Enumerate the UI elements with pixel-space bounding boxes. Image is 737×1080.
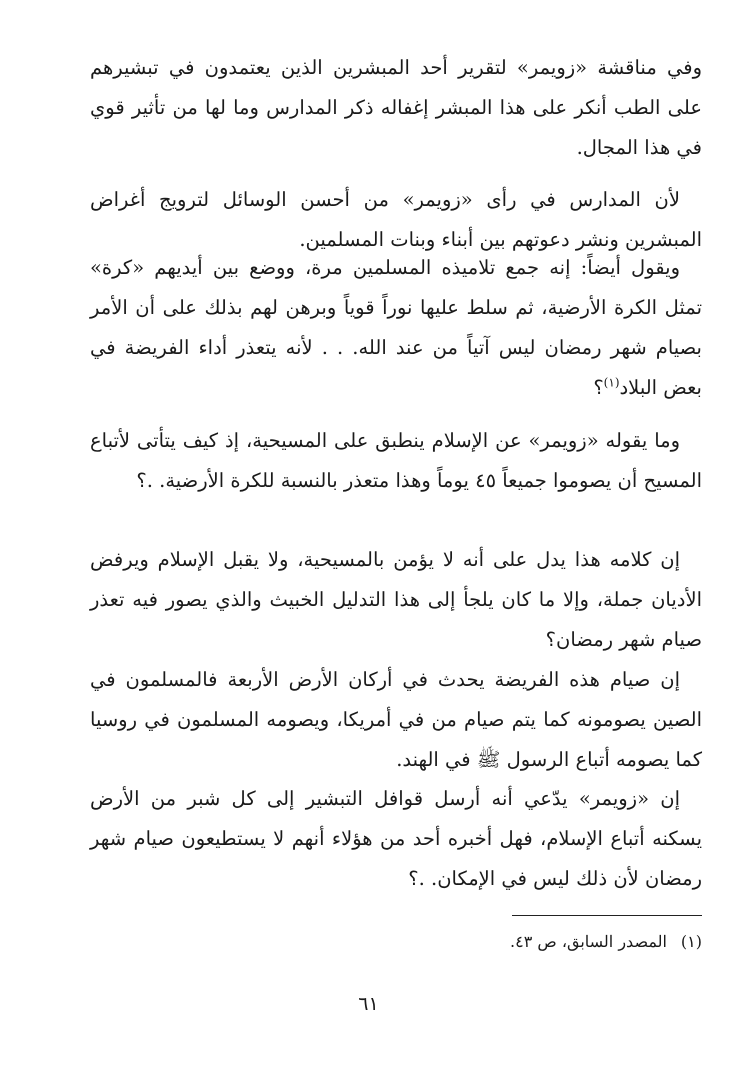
footnote-reference: (١) [603,375,620,390]
footnote-text: المصدر السابق، ص ٤٣. [510,932,667,951]
paragraph-6: إن صيام هذه الفريضة يحدث في أركان الأرض الأربعة فالمسلمون في الصين يصومونه كما يتم صيام من في أمريكا، ويصومه المسلمون في روسيا كما يصومه أتباع الرسول ﷺ في الهند. [90,668,702,771]
page-number: ٦١ [358,993,379,1015]
paragraph-1: وفي مناقشة «زويمر» لتقرير أحد المبشرين الذين يعتمدون في تبشيرهم على الطب أنكر على هذا المبشر إغفاله ذكر المدارس وما لها من تأثير قوي في هذا المجال. [90,56,702,159]
footnote [90,928,702,956]
paragraph-5: إن كلامه هذا يدل على أنه لا يؤمن بالمسيحية، ولا يقبل الإسلام ويرفض الأديان جملة، وإلا ما كان يلجأ إلى هذا التدليل الخبيث والذي يصور فيه تعذر صيام شهر رمضان؟ [90,548,702,651]
footnote-divider [512,915,702,916]
footnote-number: (١) [680,932,702,951]
paragraph-4: وما يقوله «زويمر» عن الإسلام ينطبق على المسيحية، إذ كيف يتأتى لأتباع المسيح أن يصوموا جميعاً ٤٥ يوماً وهذا متعذر بالنسبة للكرة الأرضية. .؟ [90,429,702,492]
paragraph-3 [90,248,702,408]
paragraph-3-tail: ؟ [593,376,604,399]
paragraph-7: إن «زويمر» يدّعي أنه أرسل قوافل التبشير إلى كل شبر من الأرض يسكنه أتباع الإسلام، فهل أخبره أحد من هؤلاء أنهم لا يستطيعون صيام شهر رمضان لأن ذلك ليس في الإمكان. .؟ [90,787,702,890]
paragraph-2: لأن المدارس في رأى «زويمر» من أحسن الوسائل لترويج أغراض المبشرين ونشر دعوتهم بين أبناء وبنات المسلمين. [90,188,702,251]
paragraph-3-text: ويقول أيضاً: إنه جمع تلاميذه المسلمين مرة، ووضع بين أيديهم «كرة» تمثل الكرة الأرضية، ثم سلط عليها نوراً قوياً وبرهن لهم بذلك على أن الأمر بصيام شهر رمضان ليس آتياً من عند الله. . . لأنه يتعذر أداء الفريضة في بعض البلاد [90,256,702,399]
